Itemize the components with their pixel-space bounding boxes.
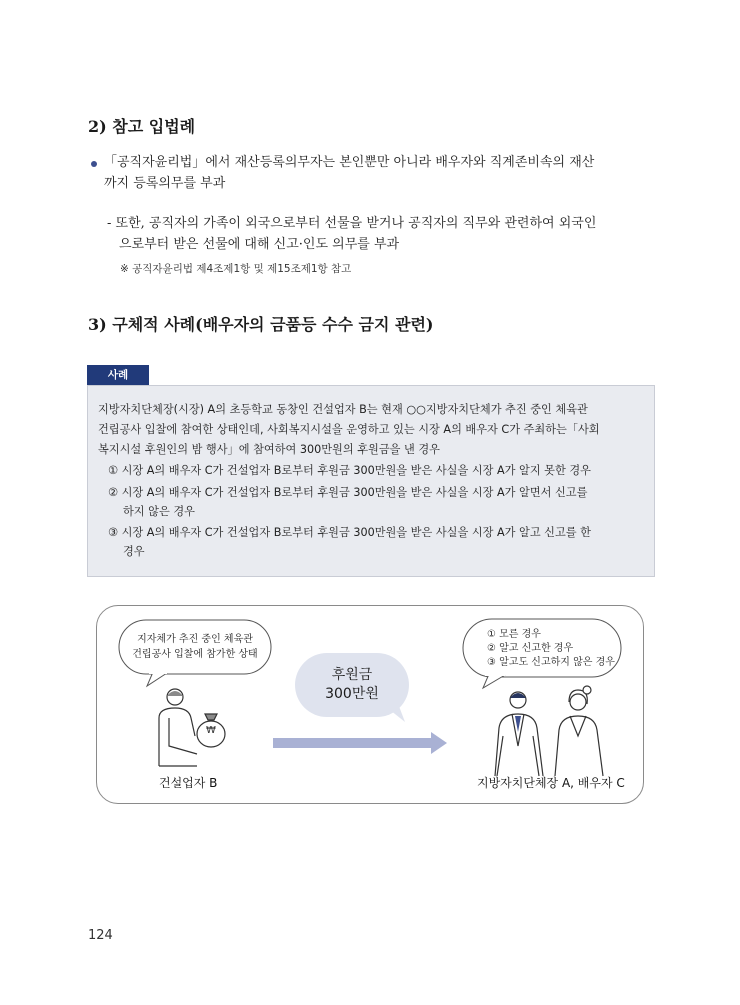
- case-item-1: ① 시장 A의 배우자 C가 건설업자 B로부터 후원금 300만원을 받은 사실을 시장 A가 알지 못한 경우: [108, 464, 591, 477]
- dash-text-cont: 으로부터 받은 선물에 대해 신고·인도 의무를 부과: [119, 237, 400, 252]
- section-heading-3: 3) 구체적 사례(배우자의 금품등 수수 금지 관련): [88, 315, 434, 334]
- reference-note: ※ 공직자윤리법 제4조제1항 및 제15조제1항 참고: [120, 263, 352, 275]
- right-bubble-line-3: ③ 알고도 신고하지 않은 경우: [487, 657, 615, 668]
- case-line-3: 복지시설 후원인의 밤 행사」에 참여하여 300만원의 후원금을 낸 경우: [98, 443, 440, 456]
- case-tag: 사례: [87, 365, 149, 385]
- official-caption: 지방자치단체장 A, 배우자 C: [477, 776, 625, 790]
- case-item-2: ② 시장 A의 배우자 C가 건설업자 B로부터 후원금 300만원을 받은 사실을 시장 A가 알면서 신고를: [108, 486, 588, 499]
- bullet-icon: [91, 161, 97, 167]
- page-number: 124: [88, 928, 113, 943]
- spouse-figure-icon: [555, 686, 603, 776]
- left-bubble-line-2: 건립공사 입찰에 참가한 상태: [132, 649, 258, 660]
- case-item-3-cont: 경우: [123, 545, 145, 558]
- dash-text: - 또한, 공직자의 가족이 외국으로부터 선물을 받거나 공직자의 직무와 관련하여 외국인: [107, 216, 597, 231]
- case-item-2-cont: 하지 않은 경우: [123, 505, 195, 518]
- official-figure-icon: [495, 692, 543, 776]
- contractor-figure-icon: [159, 689, 197, 766]
- case-item-3: ③ 시장 A의 배우자 C가 건설업자 B로부터 후원금 300만원을 받은 사실을 시장 A가 알고 신고를 한: [108, 526, 591, 539]
- case-box: [87, 385, 655, 577]
- illustration-panel: [96, 605, 644, 804]
- money-line-2: 300만원: [325, 686, 379, 702]
- bullet-text: 「공직자윤리법」에서 재산등록의무자는 본인뿐만 아니라 배우자와 직계존비속의 재산: [104, 155, 595, 170]
- left-bubble-line-1: 지자체가 추진 중인 체육관: [137, 634, 253, 645]
- right-bubble-line-2: ② 알고 신고한 경우: [487, 643, 574, 654]
- case-line-1: 지방자치단체장(시장) A의 초등학교 동창인 건설업자 B는 현재 ○○지방자치단체가 추진 중인 체육관: [98, 403, 588, 416]
- case-line-2: 건립공사 입찰에 참여한 상태인데, 사회복지시설을 운영하고 있는 시장 A의 배우자 C가 주최하는「사회: [98, 423, 600, 436]
- bullet-text-cont: 까지 등록의무를 부과: [104, 176, 226, 191]
- transfer-arrow-icon: [273, 732, 447, 754]
- right-bubble-line-1: ① 모른 경우: [487, 629, 541, 640]
- won-symbol: ₩: [206, 725, 216, 736]
- section-heading-2: 2) 참고 입법례: [88, 117, 196, 136]
- contractor-caption: 건설업자 B: [159, 776, 218, 790]
- money-line-1: 후원금: [331, 667, 373, 683]
